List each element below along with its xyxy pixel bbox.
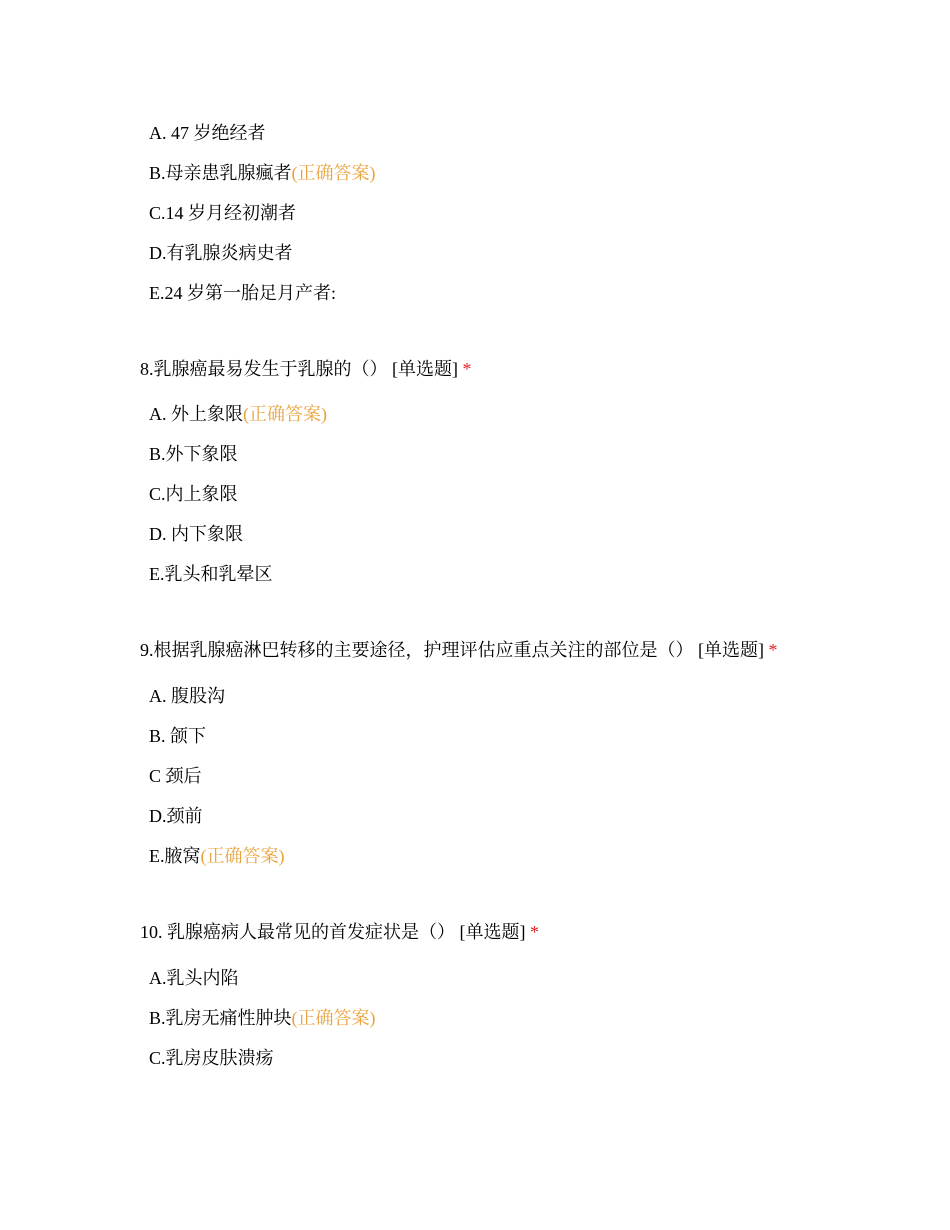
q9-option-d (149, 804, 203, 828)
q8-title (140, 357, 472, 381)
option-text: B. 颌下 (149, 726, 207, 746)
question-text: 10. 乳腺癌病人最常见的首发症状是（） (140, 922, 455, 942)
question-type: [单选题] (459, 922, 526, 942)
question-text: 8.乳腺癌最易发生于乳腺的（） (140, 359, 388, 379)
q7-option-d (149, 241, 293, 265)
option-text: A. 腹股沟 (149, 686, 225, 706)
q9-title (140, 638, 778, 662)
option-text: C.乳房皮肤溃疡 (149, 1048, 274, 1068)
required-mark: * (462, 359, 472, 379)
q10-title (140, 920, 539, 944)
q7-option-a (149, 121, 266, 145)
q9-option-c (149, 764, 202, 788)
q10-option-b (149, 1006, 376, 1030)
correct-answer-label: (正确答案) (243, 404, 327, 424)
q8-option-a (149, 402, 327, 426)
q8-option-d (149, 522, 243, 546)
q10-option-c (149, 1046, 274, 1070)
option-text: E.24 岁第一胎足月产者: (149, 283, 336, 303)
q8-option-c (149, 482, 238, 506)
q7-option-b (149, 161, 376, 185)
required-mark: * (530, 922, 539, 942)
option-text: A. 47 岁绝经者 (149, 123, 266, 143)
question-type: [单选题] (698, 640, 764, 660)
question-type: [单选题] (392, 359, 458, 379)
q9-option-e (149, 844, 285, 868)
option-text: C 颈后 (149, 766, 202, 786)
option-text: A. 外上象限 (149, 404, 243, 424)
q8-option-e (149, 562, 273, 586)
required-mark: * (768, 640, 778, 660)
q7-option-c (149, 201, 296, 225)
option-text: E.腋窝 (149, 846, 201, 866)
option-text: C.内上象限 (149, 484, 238, 504)
option-text: B.乳房无痛性肿块 (149, 1008, 292, 1028)
correct-answer-label: (正确答案) (291, 1008, 376, 1028)
option-text: D. 内下象限 (149, 524, 243, 544)
question-text: 9.根据乳腺癌淋巴转移的主要途径，护理评估应重点关注的部位是（） (140, 640, 694, 660)
q8-option-b (149, 442, 238, 466)
q7-option-e (149, 281, 336, 305)
q9-option-a (149, 684, 225, 708)
option-text: C.14 岁月经初潮者 (149, 203, 297, 223)
option-text: B.外下象限 (149, 444, 238, 464)
q10-option-a (149, 966, 239, 990)
q9-option-b (149, 724, 206, 748)
correct-answer-label: (正确答案) (291, 163, 376, 183)
correct-answer-label: (正确答案) (200, 846, 285, 866)
option-text: B.母亲患乳腺瘋者 (149, 163, 292, 183)
option-text: E.乳头和乳晕区 (149, 564, 273, 584)
option-text: A.乳头内陷 (149, 968, 239, 988)
option-text: D.有乳腺炎病史者 (149, 243, 293, 263)
option-text: D.颈前 (149, 806, 203, 826)
